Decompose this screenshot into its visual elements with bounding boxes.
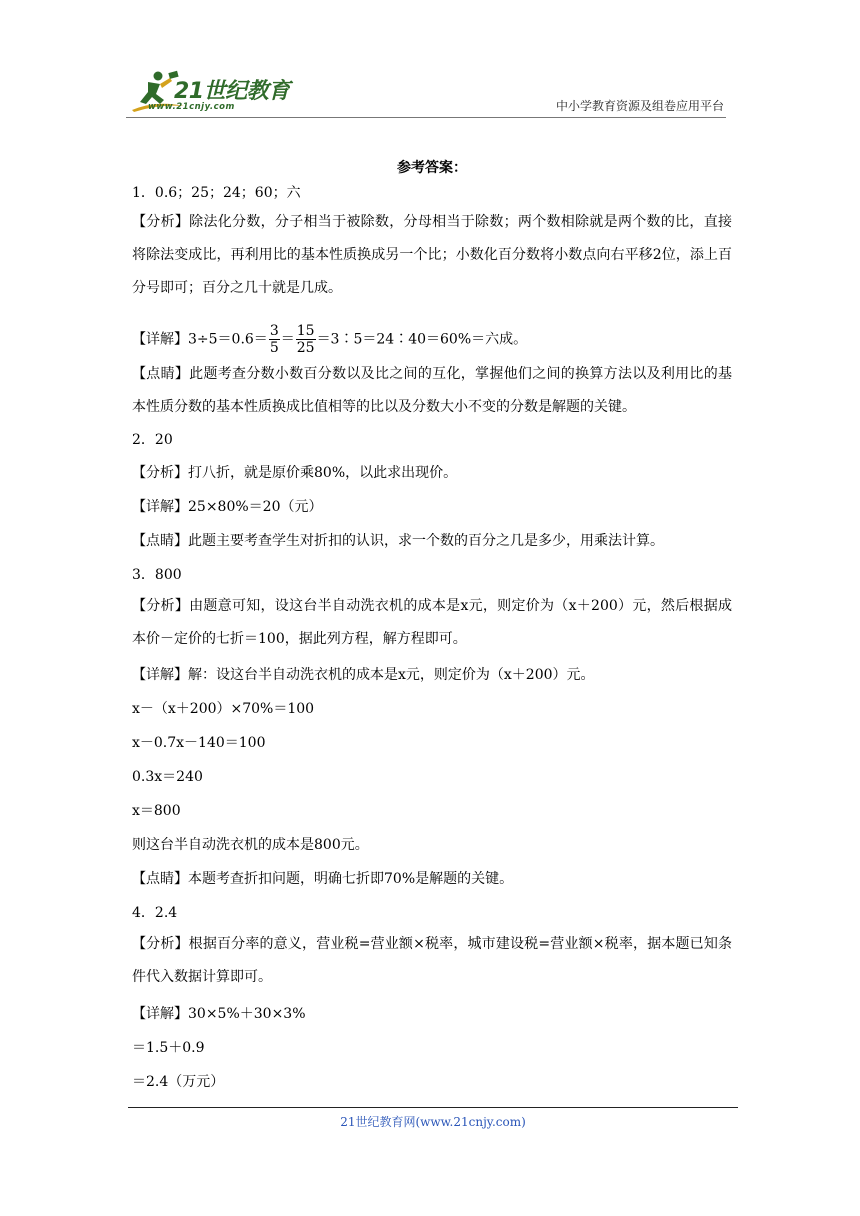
fraction-numerator: 15 [296,323,315,339]
footer-link[interactable]: 21世纪教育网(www.21cnjy.com) [340,1115,526,1129]
q2-answer: 2．20 [132,432,173,448]
fraction-denominator: 25 [296,340,315,356]
q3-answer: 3．800 [132,567,182,583]
q3-conclusion: 则这台半自动洗衣机的成本是800元。 [132,837,369,853]
q1-detail-prefix: 【详解】3÷5＝0.6＝ [132,331,268,348]
equals-sign: ＝ [280,331,295,348]
q1-detail [132,323,527,356]
q3-step2: x－0.7x－140＝100 [132,735,266,751]
fraction-3-5 [269,323,280,356]
q1-detail-suffix: ＝3∶5＝24∶40＝60%＝六成。 [316,331,528,348]
q1-note: 【点睛】此题考查分数小数百分数以及比之间的互化，掌握他们之间的换算方法以及利用比的基本性质分数的基本性质换成比值相等的比以及分数大小不变的分数是解题的关键。 [132,366,732,415]
q3-step1: x－（x＋200）×70%＝100 [132,701,315,717]
page-header [126,60,726,120]
q4-answer: 4．2.4 [132,905,178,921]
q4-step2: ＝2.4（万元） [132,1074,225,1090]
q3-detail: 【详解】解：设这台半自动洗衣机的成本是x元，则定价为（x＋200）元。 [132,667,595,683]
q4-analysis: 【分析】根据百分率的意义，营业税=营业额×税率，城市建设税=营业额×税率，据本题已知条件代入数据计算即可。 [132,936,732,985]
q1-answer: 1．0.6；25；24；60；六 [132,185,301,201]
header-divider [126,117,726,118]
fraction-numerator: 3 [269,323,279,339]
q2-analysis: 【分析】打八折，就是原价乘80%，以此求出现价。 [132,465,458,481]
footer-divider [128,1107,738,1108]
q2-detail: 【详解】25×80%＝20（元） [132,499,323,515]
platform-tagline: 中小学教育资源及组卷应用平台 [555,99,724,113]
q3-step3: 0.3x＝240 [132,769,203,785]
q4-detail: 【详解】30×5%＋30×3% [132,1006,306,1022]
site-logo[interactable] [126,70,306,116]
q3-step4: x＝800 [132,803,181,819]
logo-url: www.21cnjy.com [148,102,235,112]
q3-note: 【点睛】本题考查折扣问题，明确七折即70%是解题的关键。 [132,871,514,887]
q3-analysis: 【分析】由题意可知，设这台半自动洗衣机的成本是x元，则定价为（x＋200）元，然后根据成本价－定价的七折＝100，据此列方程，解方程即可。 [132,598,732,647]
q1-analysis: 【分析】除法化分数，分子相当于被除数，分母相当于除数；两个数相除就是两个数的比，直接将除法变成比，再利用比的基本性质换成另一个比；小数化百分数将小数点向右平移2位，添上百分号即可；百分之几十就是几成。 [132,214,732,296]
logo-text: 21世纪教育 [174,79,290,104]
q2-note: 【点睛】此题主要考查学生对折扣的认识，求一个数的百分之几是多少，用乘法计算。 [132,533,664,549]
q4-step1: ＝1.5＋0.9 [132,1040,205,1056]
page-title: 参考答案： [397,160,467,176]
fraction-denominator: 5 [269,340,279,356]
fraction-15-25 [296,323,316,356]
